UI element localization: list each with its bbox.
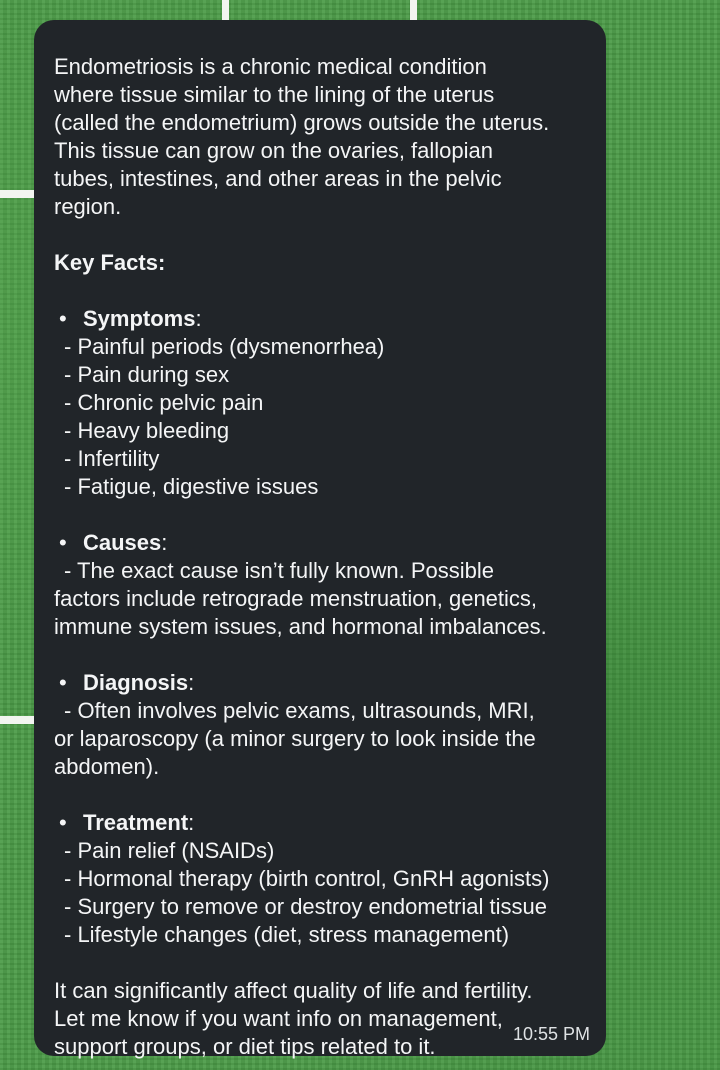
list-item: - Lifestyle changes (diet, stress management): [64, 922, 510, 947]
bullet-icon: •: [59, 670, 67, 695]
section-title: Causes: [83, 530, 162, 555]
list-item: - Chronic pelvic pain: [64, 390, 264, 415]
closing-paragraph: It can significantly affect quality of life and fertility. Let me know if you want info on management, support groups, or diet tips related to it.: [54, 978, 533, 1059]
section-title: Treatment: [83, 810, 189, 835]
field-line: [222, 0, 229, 20]
causes-section: • Causes: - The exact cause isn’t fully known. Possible factors include retrograde menstruation, genetics, immune system issues, and hormonal imbalances.: [54, 530, 547, 639]
key-facts-heading: Key Facts:: [54, 250, 166, 275]
list-item: - Hormonal therapy (birth control, GnRH agonists): [64, 866, 550, 891]
section-title: Diagnosis: [83, 670, 189, 695]
treatment-section: • Treatment: - Pain relief (NSAIDs) - Hormonal therapy (birth control, GnRH agonists) - Surgery to remove or destroy endometrial tissue - Lifestyle changes (diet, stress management): [54, 809, 586, 949]
list-item: - Infertility: [64, 446, 160, 471]
symptoms-section: • Symptoms: - Painful periods (dysmenorrhea) - Pain during sex - Chronic pelvic pain - Heavy bleeding - Infertility - Fatigue, digestive issues: [54, 305, 586, 501]
section-title: Symptoms: [83, 306, 196, 331]
field-line: [410, 0, 417, 20]
bullet-icon: •: [59, 810, 67, 835]
list-item: - Painful periods (dysmenorrhea): [64, 334, 385, 359]
list-item: - Surgery to remove or destroy endometrial tissue: [64, 894, 547, 919]
diagnosis-section: • Diagnosis: - Often involves pelvic exams, ultrasounds, MRI, or laparoscopy (a minor surgery to look inside the abdomen).: [54, 670, 536, 779]
bullet-icon: •: [59, 306, 67, 331]
list-item: - Heavy bleeding: [64, 418, 230, 443]
message-bubble[interactable]: [34, 20, 606, 1059]
message-timestamp: 10:55 PM: [512, 1024, 590, 1044]
intro-paragraph: Endometriosis is a chronic medical condition where tissue similar to the lining of the uterus (called the endometrium) grows outside the uterus. This tissue can grow on the ovaries, fallopian tubes, intestines, and other areas in the pelvic region.: [54, 54, 550, 219]
bullet-icon: •: [59, 530, 67, 555]
list-item: - Fatigue, digestive issues: [64, 474, 319, 499]
list-item: - Pain relief (NSAIDs): [64, 838, 275, 863]
list-item: - Pain during sex: [64, 362, 230, 387]
